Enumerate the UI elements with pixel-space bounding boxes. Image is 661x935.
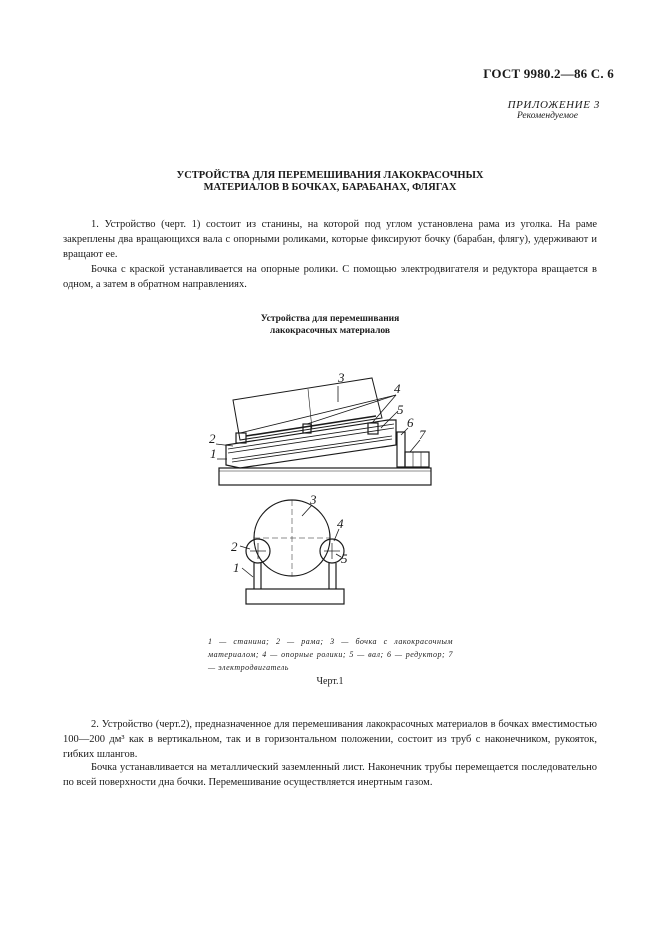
paragraph-4-text: Бочка устанавливается на металлический заземленный лист. Наконечник трубы перемещается последовательно по всей поверхности дна бочки. Перемешивание осуществляется инертным газом. xyxy=(63,762,597,788)
figure-title-line-2: лакокрасочных материалов xyxy=(269,326,391,336)
callout-4-side: 4 xyxy=(394,381,401,396)
callout-2-side: 2 xyxy=(209,431,216,446)
front-view xyxy=(246,500,344,604)
base-frame xyxy=(219,468,431,485)
callout-3-side: 3 xyxy=(338,370,345,385)
callout-1-side: 1 xyxy=(210,446,217,461)
callout-4-front: 4 xyxy=(337,516,344,531)
recommended-label: Рекомендуемое xyxy=(516,111,578,121)
appendix-label: ПРИЛОЖЕНИЕ 3 xyxy=(507,99,600,111)
callout-3-front: 3 xyxy=(310,492,317,507)
paragraph-3 xyxy=(63,717,597,762)
figure-title-line-1: Устройства для перемешивания xyxy=(260,314,400,324)
paragraph-1-text: 1. Устройство (черт. 1) состоит из станины, на которой под углом установлена рама из уголка. На раме закреплены два вращающихся вала с опорными роликами, которые фиксируют бочку (барабан, флягу), удерживают и вращают ее. xyxy=(63,219,597,260)
paragraph-3-text: 2. Устройство (черт.2), предназначенное для перемешивания лакокрасочных материалов в бочках вместимостью 100—200 дм³ как в вертикальном, так и в горизонтальном положении, состоит из труб с наконечником, рукояток, гибких шлангов. xyxy=(63,719,597,760)
document-number: ГОСТ 9980.2—86 С. 6 xyxy=(483,66,614,81)
section-title-line-2: МАТЕРИАЛОВ В БОЧКАХ, БАРАБАНАХ, ФЛЯГАХ xyxy=(203,182,457,193)
paragraph-4 xyxy=(63,760,597,790)
base-front xyxy=(246,589,344,604)
callout-numbers xyxy=(209,370,426,575)
callout-6-side: 6 xyxy=(407,415,414,430)
barrel-side xyxy=(233,378,382,440)
section-title-line-1: УСТРОЙСТВА ДЛЯ ПЕРЕМЕШИВАНИЯ ЛАКОКРАСОЧНЫХ xyxy=(176,170,484,181)
gear-reducer xyxy=(397,432,405,467)
figure-caption: 1 — станина; 2 — рама; 3 — бочка с лакокрасочным материалом; 4 — опорные ролики; 5 — вал; 6 — редуктор; 7 — электродвигатель xyxy=(208,637,453,672)
callout-2-front: 2 xyxy=(231,539,238,554)
callout-5-front: 5 xyxy=(341,551,348,566)
side-view-leaders xyxy=(216,386,420,459)
paragraph-2-text: Бочка с краской устанавливается на опорные ролики. С помощью электродвигателя и редуктора вращается в одном, а затем в обратном направлениях. xyxy=(63,264,597,290)
figure-label: Черт.1 xyxy=(316,676,344,687)
roller-left xyxy=(236,433,246,443)
roller-right xyxy=(368,423,378,434)
callout-7-side: 7 xyxy=(419,427,426,442)
callout-5-side: 5 xyxy=(397,402,404,417)
motor xyxy=(405,452,429,467)
callout-1-front: 1 xyxy=(233,560,240,575)
